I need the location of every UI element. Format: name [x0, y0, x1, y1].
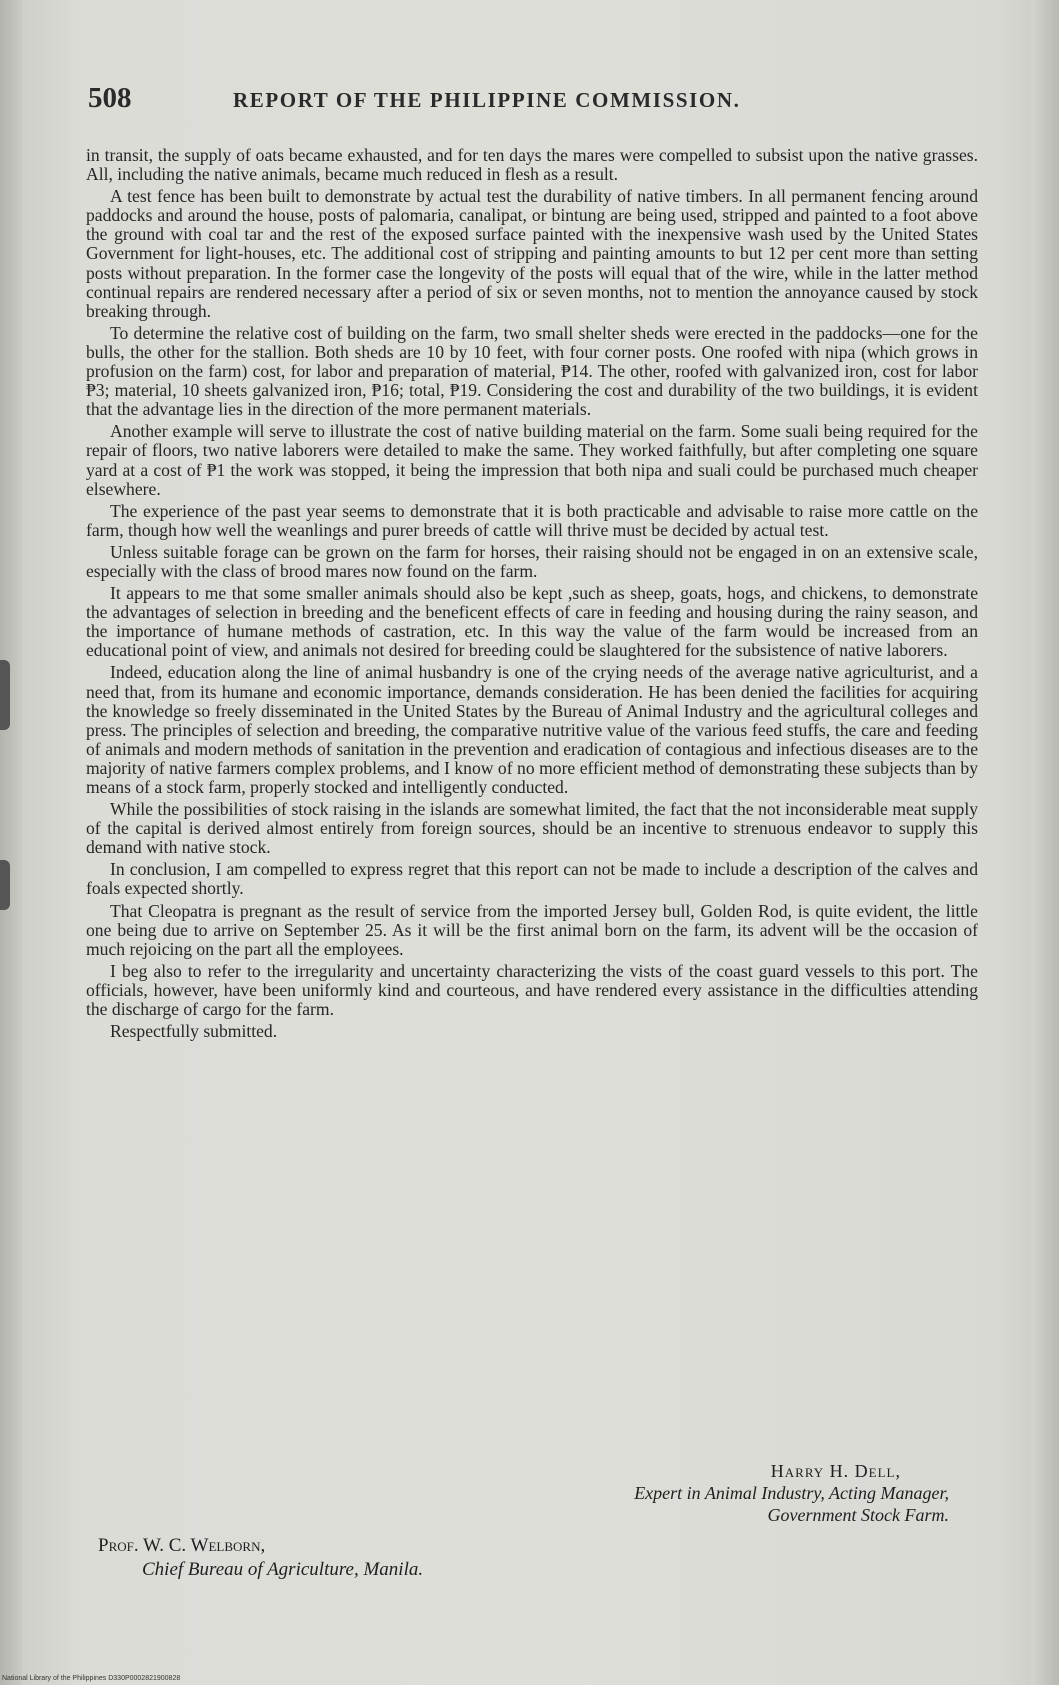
- report-body: [86, 146, 978, 1044]
- scan-footer-note: National Library of the Philippines D330P0002821900828: [2, 1675, 181, 1682]
- page-left-edge: [0, 0, 22, 1685]
- paragraph: Another example will serve to illustrate the cost of native building material on the farm. Some suali being required for the repair of floors, two native laborers were detailed to make the same. They worked faithfully, but after completing one square yard at a cost of ₱1 the work was stopped, it being the impression that both nipa and suali could be purchased much cheaper elsewhere.: [86, 421, 978, 499]
- paragraph: The experience of the past year seems to demonstrate that it is both practicable and advisable to raise more cattle on the farm, though how well the weanlings and purer breeds of cattle will thrive must be decided by actual test.: [86, 500, 978, 540]
- signature-block: [634, 1460, 949, 1526]
- paragraph: It appears to me that some smaller animals should also be kept ,such as sheep, goats, hogs, and chickens, to demonstrate the advantages of selection in breeding and the beneficent effects of care in feeding and housing during the rainy season, and the importance of humane methods of castration, etc. In this way the value of the farm would be increased from an educational point of view, and animals not desired for breeding could be slaughtered for the subsistence of native laborers.: [86, 583, 978, 661]
- binding-mark: [0, 660, 10, 730]
- page-number: 508: [88, 82, 132, 114]
- page-right-edge: [1031, 0, 1059, 1685]
- addressee-title: Chief Bureau of Agriculture, Manila.: [142, 1559, 424, 1580]
- page-header: [88, 82, 938, 122]
- signatory-organization: Government Stock Farm.: [767, 1505, 949, 1525]
- closing-line: Respectfully submitted.: [110, 1021, 278, 1042]
- paragraph: in transit, the supply of oats became exhausted, and for ten days the mares were compelled to subsist upon the native grasses. All, including the native animals, became much reduced in flesh as a result.: [86, 145, 978, 185]
- running-title: REPORT OF THE PHILIPPINE COMMISSION.: [233, 88, 741, 112]
- addressee-block: [98, 1534, 423, 1582]
- paragraph: Unless suitable forage can be grown on the farm for horses, their raising should not be engaged in on an extensive scale, especially with the class of brood mares now found on the farm.: [86, 541, 978, 581]
- paragraph: While the possibilities of stock raising in the islands are somewhat limited, the fact that the not inconsiderable meat supply of the capital is derived almost entirely from foreign sources, should be an incentive to strenuous endeavor to supply this demand with native stock.: [86, 799, 978, 858]
- signatory-name: Harry H. Dell,: [770, 1461, 901, 1481]
- addressee-name: Prof. W. C. Welborn,: [98, 1535, 266, 1556]
- paragraph: I beg also to refer to the irregularity and uncertainty characterizing the vists of the coast guard vessels to this port. The officials, however, have been uniformly kind and courteous, and have rendered every assistance in the difficulties attending the discharge of cargo for the farm.: [86, 960, 978, 1020]
- binding-mark: [0, 860, 10, 910]
- paragraph: A test fence has been built to demonstrate by actual test the durability of native timbers. In all permanent fencing around paddocks and around the house, posts of palomaria, canalipat, or bintung are being used, stripped and painted to a foot above the ground with coal tar and the rest of the exposed surface painted with the inexpensive wash used by the United States Government for light-houses, etc. The additional cost of stripping and painting amounts to but 12 per cent more than setting posts without preparation. In the former case the longevity of the posts will equal that of the wire, while in the latter method continual repairs are rendered necessary after a period of six or seven months, not to mention the annoyance caused by stock breaking through.: [86, 186, 978, 321]
- signatory-title: Expert in Animal Industry, Acting Manager,: [634, 1483, 949, 1503]
- paragraph: That Cleopatra is pregnant as the result of service from the imported Jersey bull, Golden Rod, is quite evident, the little one being due to arrive on September 25. As it will be the first animal born on the farm, its advent will be the occasion of much rejoicing on the part all the employees.: [86, 900, 978, 959]
- paragraph: Indeed, education along the line of animal husbandry is one of the crying needs of the average native agriculturist, and a need that, from its humane and economic importance, demands consideration. He has been denied the facilities for acquiring the knowledge so freely disseminated in the United States by the Bureau of Animal Industry and the agricultural colleges and press. The principles of selection and breeding, the comparative nutritive value of the various feed stuffs, the care and feeding of animals and modern methods of sanitation in the prevention and eradication of contagious and infectious diseases are to the majority of native farmers complex problems, and I know of no more efficient method of demonstrating these subjects than by means of a stock farm, properly stocked and intelligently conducted.: [86, 662, 978, 797]
- paragraph: To determine the relative cost of building on the farm, two small shelter sheds were erected in the paddocks—one for the bulls, the other for the stallion. Both sheds are 10 by 10 feet, with four corner posts. One roofed with nipa (which grows in profusion on the farm) cost, for labor and preparation of material, ₱14. The other, roofed with galvanized iron, cost for labor ₱3; material, 10 sheets galvanized iron, ₱16; total, ₱19. Considering the cost and durability of the two buildings, it is evident that the advantage lies in the direction of the more permanent materials.: [86, 322, 978, 420]
- paragraph: In conclusion, I am compelled to express regret that this report can not be made to include a description of the calves and foals expected shortly.: [86, 859, 978, 899]
